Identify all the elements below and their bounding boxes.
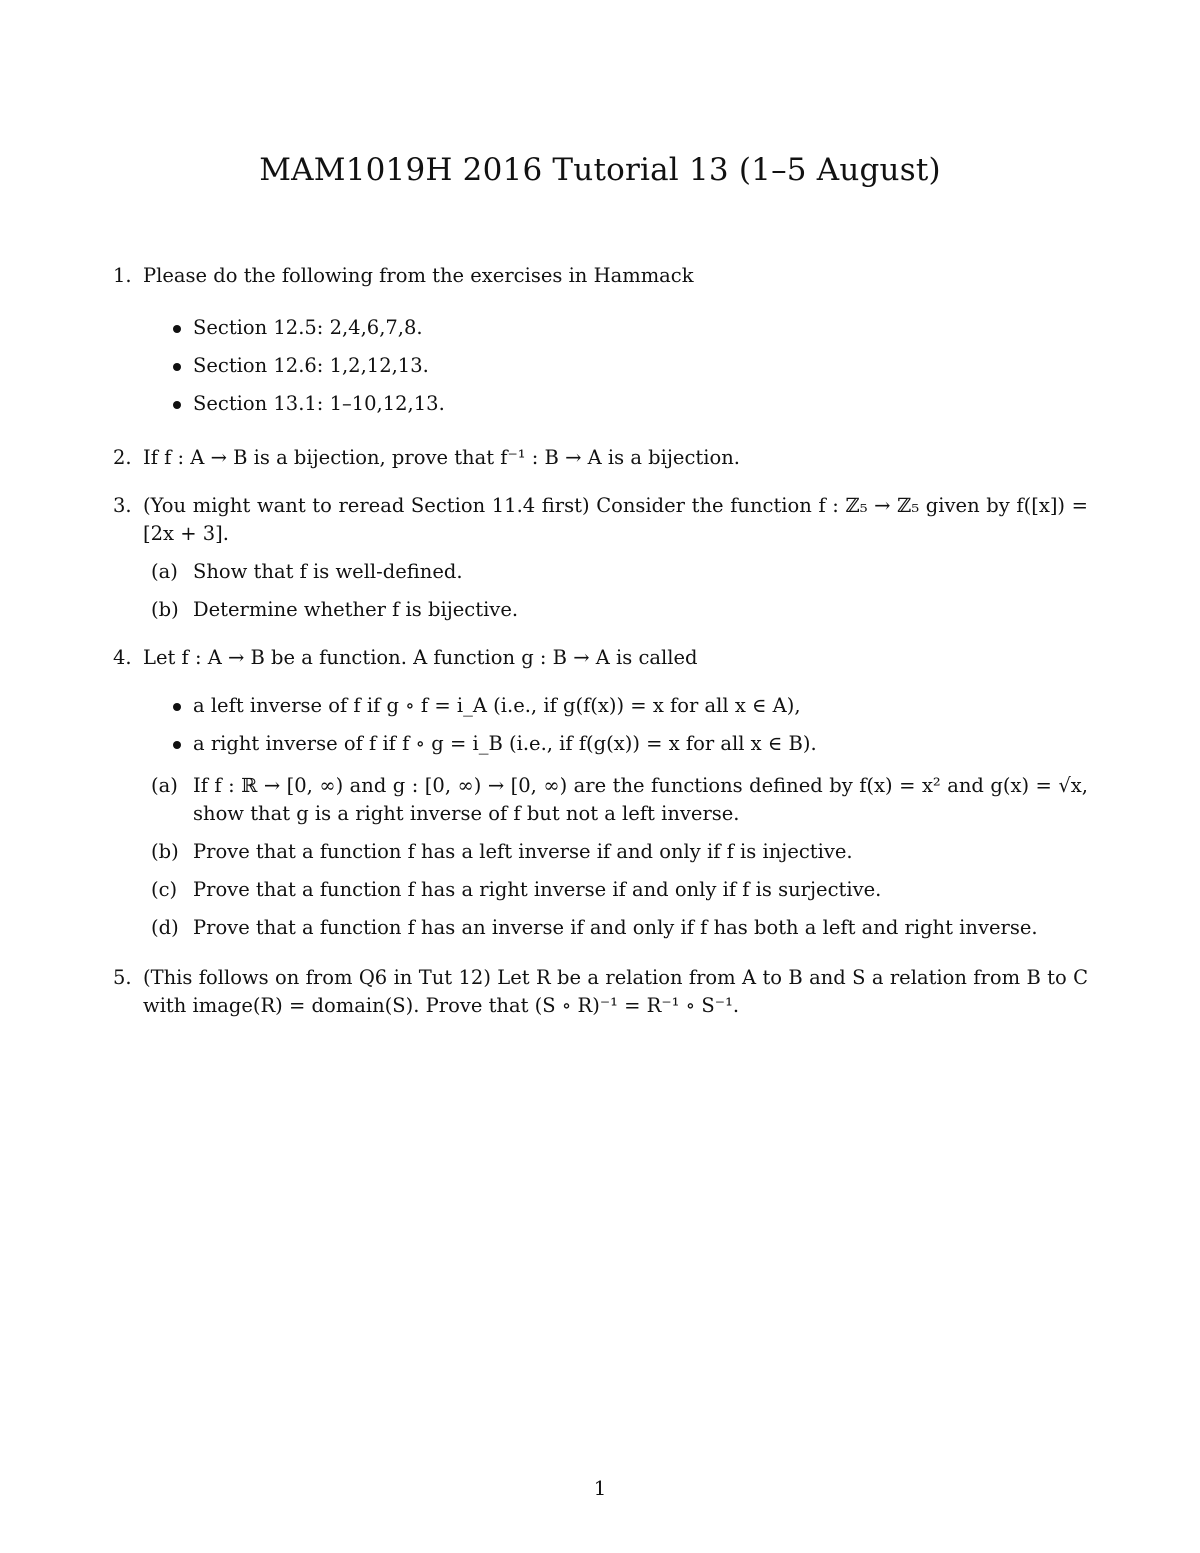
part-label: (a) [151,560,178,583]
question-list [113,262,1088,1020]
part-label: (d) [151,916,179,939]
list-item: Section 12.6: 1,2,12,13. [143,352,1088,380]
question-part [143,558,1088,586]
question-text: If f : A → B is a bijection, prove that f⁻¹ : B → A is a bijection. [143,446,740,469]
part-text: Prove that a function f has a right inverse if and only if f is surjective. [193,878,882,901]
page-title: MAM1019H 2016 Tutorial 13 (1–5 August) [259,152,941,188]
question-number: 2. [113,446,132,469]
question-part [143,838,1088,866]
question-1 [113,262,1088,418]
list-item: Section 13.1: 1–10,12,13. [143,390,1088,418]
question-text: Please do the following from the exercises in Hammack [143,264,694,287]
list-item: Section 12.5: 2,4,6,7,8. [143,314,1088,342]
question-number: 5. [113,966,132,989]
part-text: Show that f is well-defined. [193,560,463,583]
question-part [143,596,1088,624]
list-item: a right inverse of f if f ∘ g = i_B (i.e., if f(g(x)) = x for all x ∈ B). [143,730,1088,758]
part-text: If f : ℝ → [0, ∞) and g : [0, ∞) → [0, ∞) are the functions defined by f(x) = x² and g(x) = √x, show that g is a right inverse of f but not a left inverse. [193,774,1088,825]
question-text: (This follows on from Q6 in Tut 12) Let R be a relation from A to B and S a relation from B to C with image(R) = domain(S). Prove that (S ∘ R)⁻¹ = R⁻¹ ∘ S⁻¹. [143,966,1088,1017]
page-number: 1 [593,1476,607,1500]
question-number: 1. [113,264,132,287]
question-text: (You might want to reread Section 11.4 first) Consider the function f : ℤ₅ → ℤ₅ given by f([x]) = [2x + 3]. [143,494,1088,545]
question-part [143,876,1088,904]
part-label: (a) [151,774,178,797]
part-text: Prove that a function f has an inverse if and only if f has both a left and right inverse. [193,916,1038,939]
question-text: Let f : A → B be a function. A function g : B → A is called [143,646,698,669]
question-number: 4. [113,646,132,669]
bullet-list [143,314,1088,418]
part-label: (b) [151,598,179,621]
question-number: 3. [113,494,132,517]
question-part [143,772,1088,828]
part-text: Prove that a function f has a left inverse if and only if f is injective. [193,840,853,863]
question-3 [113,492,1088,624]
part-label: (b) [151,840,179,863]
question-5 [113,964,1088,1020]
part-text: Determine whether f is bijective. [193,598,519,621]
question-2 [113,444,1088,472]
question-4 [113,644,1088,942]
part-label: (c) [151,878,178,901]
list-item: a left inverse of f if g ∘ f = i_A (i.e., if g(f(x)) = x for all x ∈ A), [143,692,1088,720]
bullet-list [143,692,1088,758]
question-part [143,914,1088,942]
